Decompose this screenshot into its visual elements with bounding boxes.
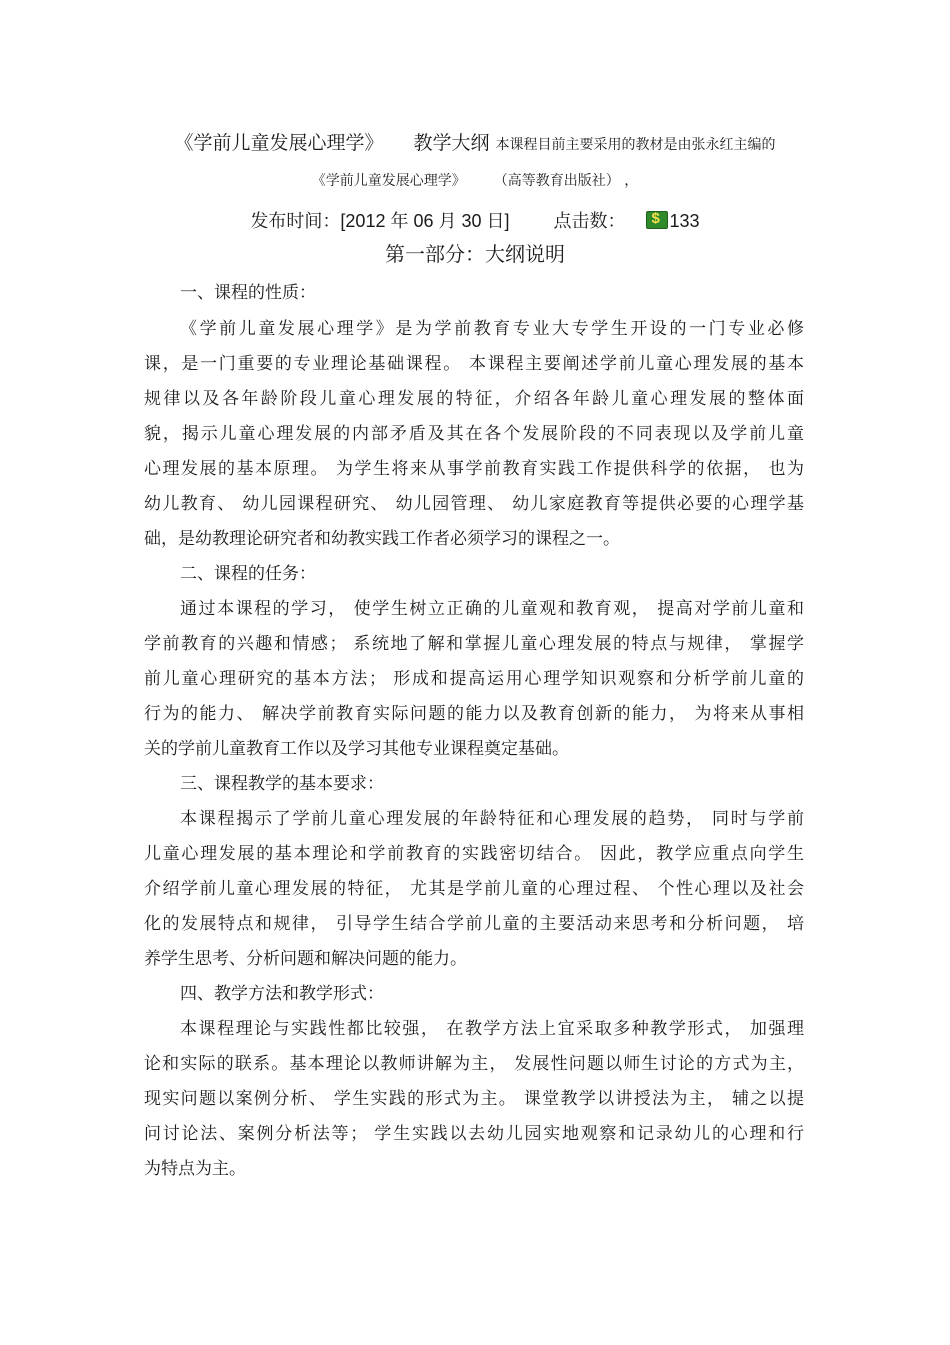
paragraph-line: 为特点为主。 (144, 1159, 246, 1179)
textbook-title: 《学前儿童发展心理学》 (311, 173, 466, 189)
publisher: （高等教育出版社） (493, 173, 620, 189)
paragraph-line: 儿童心理发展的基本理论和学前教育的实践密切结合。 因此，教学应重点向学生 (144, 844, 804, 864)
paragraph-line: 论和实际的联系。基本理论以教师讲解为主， 发展性问题以师生讨论的方式为主， (144, 1054, 804, 1074)
paragraph-line: 养学生思考、分析问题和解决问题的能力。 (144, 949, 467, 969)
section-heading: 四、教学方法和教学形式： (180, 984, 384, 1004)
paragraph-line: 关的学前儿童教育工作以及学习其他专业课程奠定基础。 (144, 739, 569, 759)
section-heading: 二、课程的任务： (180, 564, 316, 584)
paragraph-line: 通过本课程的学习， 使学生树立正确的儿童观和教育观， 提高对学前儿童和 (180, 599, 804, 619)
textbook-note: 本课程目前主要采用的教材是由张永红主编的 (495, 137, 776, 153)
clicks-label: 点击数： (553, 211, 626, 232)
publish-date: [2012 年 06 月 30 日] (340, 211, 510, 231)
publish-date-label: 发布时间： (250, 211, 341, 232)
document-title-line (0, 128, 950, 155)
paragraph-line: 化的发展特点和规律， 引导学生结合学前儿童的主要活动来思考和分析问题， 培 (144, 914, 804, 934)
paragraph-line: 学前教育的兴趣和情感； 系统地了解和掌握儿童心理发展的特点与规律， 掌握学 (144, 634, 804, 654)
paragraph-line: 幼儿教育、 幼儿园课程研究、 幼儿园管理、 幼儿家庭教育等提供必要的心理学基 (144, 494, 804, 514)
title-suffix: 教学大纲 (413, 132, 490, 154)
clicks-count: 133 (669, 211, 700, 231)
paragraph-line: 介绍学前儿童心理发展的特征， 尤其是学前儿童的心理过程、 个性心理以及社会 (144, 879, 804, 899)
publish-info (0, 207, 950, 233)
textbook-line (0, 170, 950, 190)
paragraph-line: 《学前儿童发展心理学》是为学前教育专业大专学生开设的一门专业必修 (180, 319, 804, 339)
paragraph-line: 心理发展的基本原理。 为学生将来从事学前教育实践工作提供科学的依据， 也为 (144, 459, 804, 479)
paragraph-line: 本课程揭示了学前儿童心理发展的年龄特征和心理发展的趋势， 同时与学前 (180, 809, 804, 829)
money-icon (646, 211, 668, 229)
paragraph-line: 础，是幼教理论研究者和幼教实践工作者必须学习的课程之一。 (144, 529, 620, 549)
paragraph-line: 本课程理论与实践性都比较强， 在教学方法上宜采取多种教学形式， 加强理 (180, 1019, 804, 1039)
section-heading: 三、课程教学的基本要求： (180, 774, 384, 794)
part-heading: 第一部分：大纲说明 (385, 242, 565, 266)
section-heading: 一、课程的性质： (180, 283, 316, 303)
paragraph-line: 前儿童心理研究的基本方法； 形成和提高运用心理学知识观察和分析学前儿童的 (144, 669, 804, 689)
publisher-tail: ， (624, 173, 639, 189)
paragraph-line: 现实问题以案例分析、 学生实践的形式为主。 课堂教学以讲授法为主， 辅之以提 (144, 1089, 804, 1109)
paragraph-line: 貌，揭示儿童心理发展的内部矛盾及其在各个发展阶段的不同表现以及学前儿童 (144, 424, 804, 444)
course-title: 《学前儿童发展心理学》 (174, 132, 384, 154)
paragraph-line: 课，是一门重要的专业理论基础课程。 本课程主要阐述学前儿童心理发展的基本 (144, 354, 804, 374)
paragraph-line: 问讨论法、案例分析法等； 学生实践以去幼儿园实地观察和记录幼儿的心理和行 (144, 1124, 804, 1144)
paragraph-line: 规律以及各年龄阶段儿童心理发展的特征，介绍各年龄儿童心理发展的整体面 (144, 389, 804, 409)
paragraph-line: 行为的能力、 解决学前教育实际问题的能力以及教育创新的能力， 为将来从事相 (144, 704, 804, 724)
